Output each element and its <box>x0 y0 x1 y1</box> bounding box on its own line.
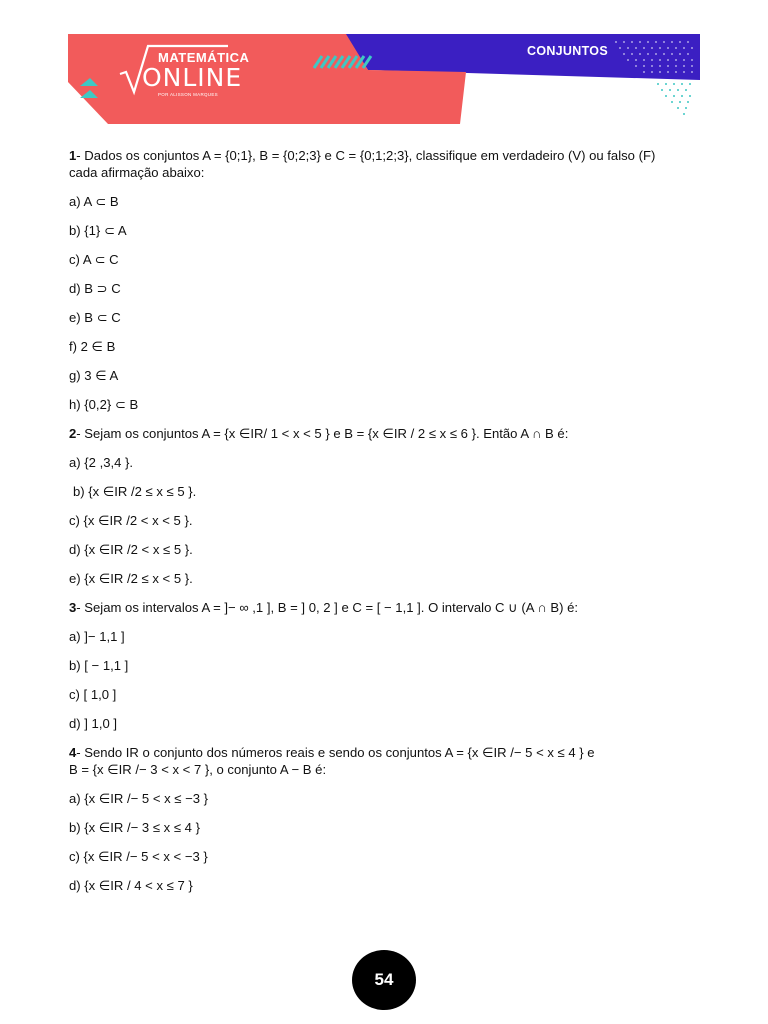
option-1g: g) 3 ∈ A <box>69 368 119 383</box>
exercise-list <box>69 147 709 906</box>
option-1f: f) 2 ∈ B <box>69 339 116 354</box>
question-number: 4 <box>69 745 77 760</box>
logo-byline: POR ALISSON MARQUES <box>158 92 218 97</box>
option-1h: h) {0,2} ⊂ B <box>69 397 139 412</box>
option-1d: d) B ⊃ C <box>69 281 121 296</box>
question-1 <box>69 147 709 181</box>
page-number: 54 <box>352 950 416 1010</box>
question-text-cont: B = {x ∈IR /− 3 < x < 7 }, o conjunto A − B é: <box>69 762 327 777</box>
option-2c: c) {x ∈IR /2 < x < 5 }. <box>69 513 193 528</box>
option-3d: d) ] 1,0 ] <box>69 716 118 731</box>
question-text: - Sejam os intervalos A = ]− ∞ ,1 ], B = ] 0, 2 ] e C = [ − 1,1 ]. O intervalo C ∪ (A ∩ B) é: <box>76 600 579 615</box>
question-number: 1 <box>69 148 77 163</box>
option-1c: c) A ⊂ C <box>69 252 119 267</box>
option-1e: e) B ⊂ C <box>69 310 121 325</box>
question-2 <box>69 425 709 442</box>
option-2e: e) {x ∈IR /2 ≤ x < 5 }. <box>69 571 193 586</box>
logo-title: MATEMÁTICA <box>158 50 250 65</box>
question-text: - Dados os conjuntos A = {0;1}, B = {0;2;3} e C = {0;1;2;3}, classifique em verdadeiro (V) ou falso (F) <box>76 148 656 163</box>
question-number: 2 <box>69 426 77 441</box>
option-2a: a) {2 ,3,4 }. <box>69 455 134 470</box>
question-text-cont: cada afirmação abaixo: <box>69 165 205 180</box>
logo-online: ONLINE <box>142 63 243 92</box>
option-4a: a) {x ∈IR /− 5 < x ≤ −3 } <box>69 791 209 806</box>
option-2b: b) {x ∈IR /2 ≤ x ≤ 5 }. <box>73 484 197 499</box>
question-text: - Sendo IR o conjunto dos números reais e sendo os conjuntos A = {x ∈IR /− 5 < x ≤ 4 } e <box>76 745 595 760</box>
question-4 <box>69 744 709 778</box>
teal-dot-pattern <box>657 83 691 115</box>
option-4b: b) {x ∈IR /− 3 ≤ x ≤ 4 } <box>69 820 200 835</box>
option-2d: d) {x ∈IR /2 < x ≤ 5 }. <box>69 542 193 557</box>
option-4c: c) {x ∈IR /− 5 < x < −3 } <box>69 849 208 864</box>
section-title: CONJUNTOS <box>527 44 608 58</box>
option-4d: d) {x ∈IR / 4 < x ≤ 7 } <box>69 878 193 893</box>
option-1b: b) {1} ⊂ A <box>69 223 127 238</box>
option-3c: c) [ 1,0 ] <box>69 687 117 702</box>
option-3b: b) [ − 1,1 ] <box>69 658 129 673</box>
option-3a: a) ]− 1,1 ] <box>69 629 125 644</box>
question-text: - Sejam os conjuntos A = {x ∈IR/ 1 < x < 5 } e B = {x ∈IR / 2 ≤ x ≤ 6 }. Então A ∩ B é: <box>76 426 569 441</box>
option-1a: a) A ⊂ B <box>69 194 119 209</box>
question-3 <box>69 599 709 616</box>
question-number: 3 <box>69 600 77 615</box>
